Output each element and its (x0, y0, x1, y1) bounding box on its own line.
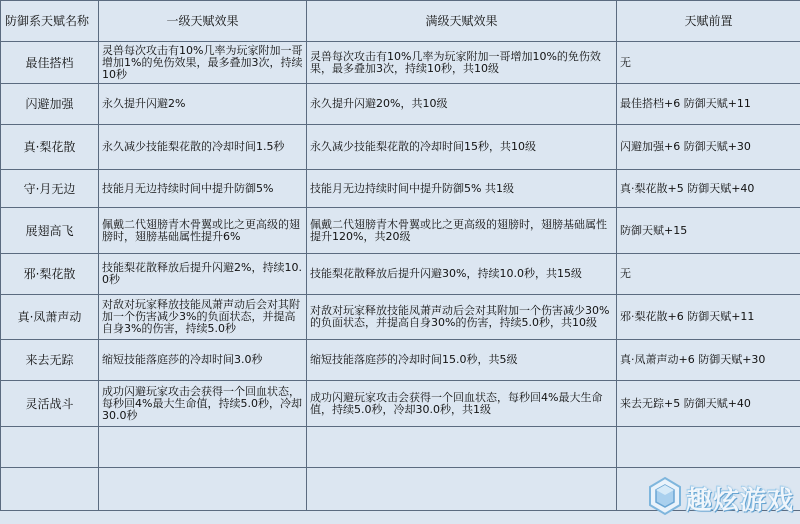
empty-row (1, 427, 800, 468)
header-max-effect: 满级天赋效果 (307, 1, 617, 42)
max-effect: 永久提升闪避20%，共10级 (307, 84, 617, 125)
watermark-text: 趣炫游戏 (685, 485, 794, 516)
prerequisite: 无 (617, 254, 800, 295)
table-row (1, 254, 800, 295)
level1-effect: 灵兽每次攻击有10%几率为玩家附加一哥增加1%的免伤效果，最多叠加3次，持续10秒 (99, 42, 307, 84)
max-effect: 缩短技能落庭莎的冷却时间15.0秒，共5级 (307, 340, 617, 381)
level1-effect: 永久提升闪避2% (99, 84, 307, 125)
max-effect: 技能梨花散释放后提升闪避30%，持续10.0秒，共15级 (307, 254, 617, 295)
level1-effect: 缩短技能落庭莎的冷却时间3.0秒 (99, 340, 307, 381)
level1-effect: 对敌对玩家释放技能凤萧声动后会对其附加一个伤害减少3%的负面状态，并提高自身3%的伤害，持续5.0秒 (99, 295, 307, 340)
table-row (1, 170, 800, 208)
table-row (1, 381, 800, 427)
talent-name: 最佳搭档 (1, 42, 99, 84)
prerequisite: 最佳搭档+6 防御天赋+11 (617, 84, 800, 125)
table-row (1, 84, 800, 125)
header-talent-name: 防御系天赋名称 (1, 1, 99, 42)
talent-name: 来去无踪 (1, 340, 99, 381)
max-effect: 技能月无边持续时间中提升防御5% 共1级 (307, 170, 617, 208)
diamond-logo-icon (648, 476, 682, 520)
level1-effect: 技能月无边持续时间中提升防御5% (99, 170, 307, 208)
prerequisite: 邪·梨花散+6 防御天赋+11 (617, 295, 800, 340)
table-row (1, 42, 800, 84)
prerequisite: 防御天赋+15 (617, 208, 800, 254)
header-level1-effect: 一级天赋效果 (99, 1, 307, 42)
table-row (1, 208, 800, 254)
prerequisite: 真·梨花散+5 防御天赋+40 (617, 170, 800, 208)
table-row (1, 295, 800, 340)
max-effect: 对敌对玩家释放技能凤萧声动后会对其附加一个伤害减少30%的负面状态，并提高自身30%的伤害，持续5.0秒，共10级 (307, 295, 617, 340)
prerequisite: 真·凤萧声动+6 防御天赋+30 (617, 340, 800, 381)
talent-name: 闪避加强 (1, 84, 99, 125)
max-effect: 佩戴二代翅膀青木骨翼或比之更高级的翅膀时，翅膀基础属性提升120%，共20级 (307, 208, 617, 254)
table-row (1, 125, 800, 170)
talent-name: 真·凤萧声动 (1, 295, 99, 340)
prerequisite: 无 (617, 42, 800, 84)
talent-name: 灵活战斗 (1, 381, 99, 427)
talent-name: 邪·梨花散 (1, 254, 99, 295)
talent-name: 展翅高飞 (1, 208, 99, 254)
table-row (1, 340, 800, 381)
header-prerequisite: 天赋前置 (617, 1, 800, 42)
level1-effect: 永久减少技能梨花散的冷却时间1.5秒 (99, 125, 307, 170)
level1-effect: 成功闪避玩家攻击会获得一个回血状态，每秒回4%最大生命值，持续5.0秒，冷却30.0秒 (99, 381, 307, 427)
level1-effect: 技能梨花散释放后提升闪避2%，持续10.0秒 (99, 254, 307, 295)
talent-name: 守·月无边 (1, 170, 99, 208)
prerequisite: 来去无踪+5 防御天赋+40 (617, 381, 800, 427)
prerequisite: 闪避加强+6 防御天赋+30 (617, 125, 800, 170)
talent-name: 真·梨花散 (1, 125, 99, 170)
max-effect: 灵兽每次攻击有10%几率为玩家附加一哥增加10%的免伤效果，最多叠加3次，持续10秒，共10级 (307, 42, 617, 84)
level1-effect: 佩戴二代翅膀青木骨翼或比之更高级的翅膀时，翅膀基础属性提升6% (99, 208, 307, 254)
table-header-row (1, 1, 800, 42)
max-effect: 成功闪避玩家攻击会获得一个回血状态，每秒回4%最大生命值，持续5.0秒，冷却30.0秒，共1级 (307, 381, 617, 427)
watermark (648, 476, 794, 520)
max-effect: 永久减少技能梨花散的冷却时间15秒，共10级 (307, 125, 617, 170)
